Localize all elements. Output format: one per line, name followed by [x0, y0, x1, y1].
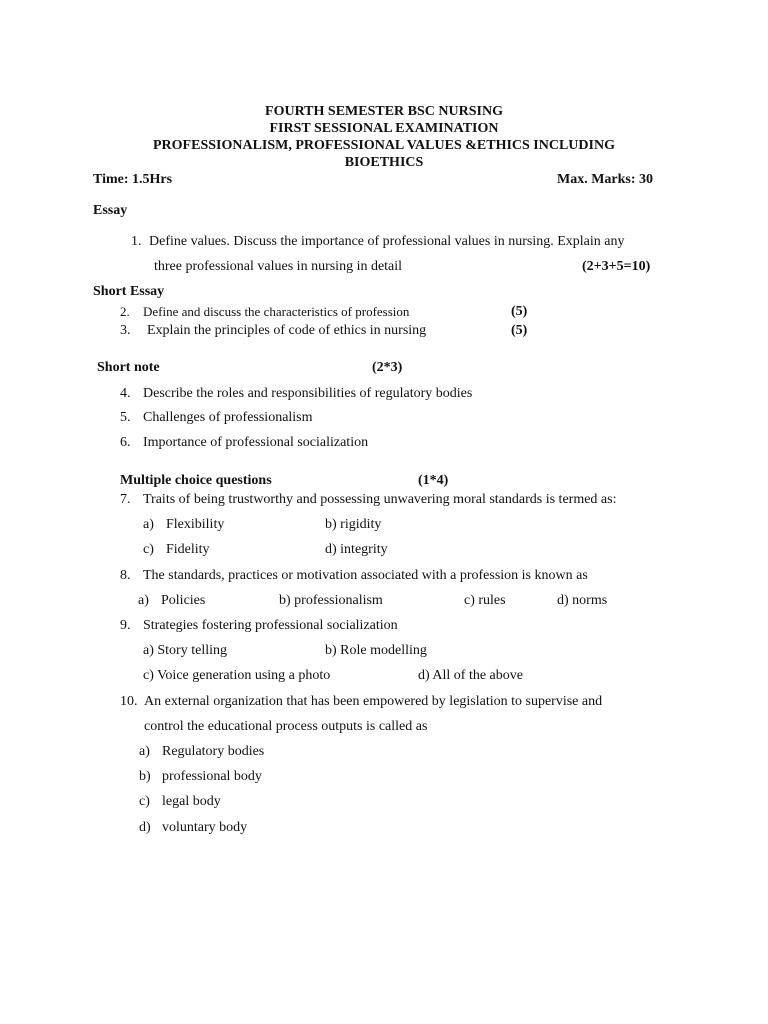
option-text: b) professionalism — [279, 593, 383, 608]
question-text: An external organization that has been empowered by legislation to supervise and — [144, 694, 603, 709]
question-text: The standards, practices or motivation associated with a profession is known as — [143, 568, 588, 583]
question-text: Define and discuss the characteristics of profession — [143, 304, 410, 319]
question-number: 10. — [120, 694, 138, 709]
question-text: Traits of being trustworthy and possessing unwavering moral standards is termed as: — [143, 492, 617, 507]
question-marks: (2+3+5=10) — [582, 259, 651, 274]
question-number: 1. — [131, 234, 142, 249]
option-label: b) — [139, 769, 151, 784]
option-text: Regulatory bodies — [162, 744, 265, 759]
option-text: Fidelity — [166, 542, 210, 557]
exam-time: Time: 1.5Hrs — [93, 172, 173, 187]
exam-title-line2: FIRST SESSIONAL EXAMINATION — [269, 121, 499, 136]
question-text: Define values. Discuss the importance of professional values in nursing. Explain any — [149, 234, 625, 249]
section-title-short-note: Short note — [97, 360, 160, 375]
question-text: three professional values in nursing in detail — [154, 259, 403, 274]
option-text: d) norms — [557, 593, 608, 608]
question-marks: (5) — [511, 323, 528, 338]
question-text: control the educational process outputs is called as — [144, 719, 428, 734]
exam-max-marks: Max. Marks: 30 — [557, 172, 654, 187]
option-label: c) — [143, 542, 154, 557]
option-label: c) — [139, 794, 150, 809]
option-text: professional body — [162, 769, 262, 784]
exam-title-line3: PROFESSIONALISM, PROFESSIONAL VALUES &ETHICS INCLUDING — [153, 138, 615, 153]
option-text: voluntary body — [162, 820, 248, 835]
question-number: 7. — [120, 492, 131, 507]
section-title-essay: Essay — [93, 203, 128, 218]
question-marks: (5) — [511, 304, 528, 319]
option-label: a) — [143, 517, 154, 532]
option-text: c) Voice generation using a photo — [143, 668, 331, 683]
question-text: Describe the roles and responsibilities of regulatory bodies — [143, 386, 473, 401]
option-text: d) integrity — [325, 542, 388, 557]
exam-title-line1: FOURTH SEMESTER BSC NURSING — [265, 104, 503, 119]
section-title-short-essay: Short Essay — [93, 284, 165, 299]
question-number: 4. — [120, 386, 131, 401]
option-text: b) Role modelling — [325, 643, 427, 658]
option-text: a) Story telling — [143, 643, 227, 658]
question-text: Importance of professional socialization — [143, 435, 369, 450]
option-text: b) rigidity — [325, 517, 382, 532]
question-number: 5. — [120, 410, 131, 425]
option-text: Policies — [161, 593, 206, 608]
question-number: 3. — [120, 323, 131, 338]
question-text: Challenges of professionalism — [143, 410, 313, 425]
question-number: 2. — [120, 304, 130, 319]
question-text: Strategies fostering professional socialization — [143, 618, 398, 633]
section-marks: (2*3) — [372, 360, 403, 375]
option-label: a) — [138, 593, 149, 608]
question-text: Explain the principles of code of ethics in nursing — [147, 323, 427, 338]
option-text: c) rules — [464, 593, 506, 608]
question-number: 8. — [120, 568, 131, 583]
section-marks: (1*4) — [418, 473, 449, 488]
section-title-mcq: Multiple choice questions — [120, 473, 272, 488]
option-text: Flexibility — [166, 517, 225, 532]
question-number: 6. — [120, 435, 131, 450]
option-label: d) — [139, 820, 151, 835]
option-text: d) All of the above — [418, 668, 523, 683]
exam-title-line4: BIOETHICS — [344, 155, 424, 170]
option-label: a) — [139, 744, 150, 759]
option-text: legal body — [162, 794, 221, 809]
question-number: 9. — [120, 618, 131, 633]
